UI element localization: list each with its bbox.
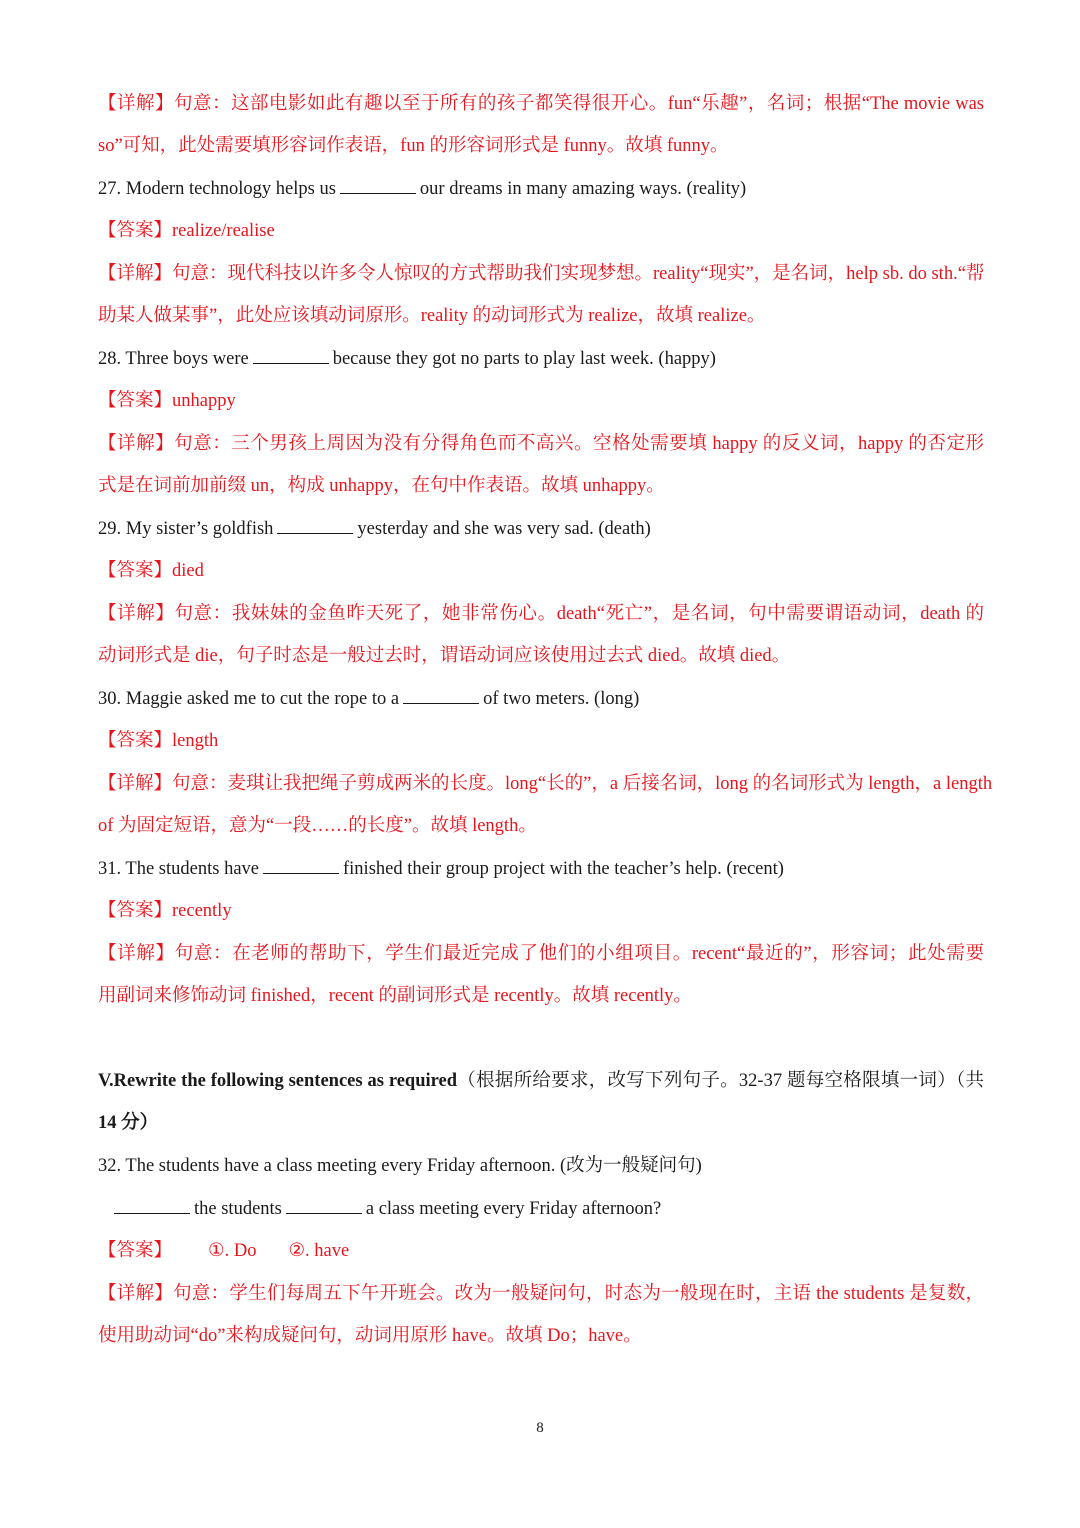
detail-27-line-1: 【详解】句意：现代科技以许多令人惊叹的方式帮助我们实现梦想。reality“现实”，是名词，help sb. do sth.“帮 xyxy=(98,264,985,284)
detail-26-line-1: 【详解】句意：这部电影如此有趣以至于所有的孩子都笑得很开心。fun“乐趣”，名词；根据“The movie was xyxy=(98,94,984,114)
answer-blank xyxy=(114,1197,190,1214)
section-title-line-2: 14 分） xyxy=(98,1113,159,1133)
answer-blank xyxy=(286,1197,362,1214)
detail-27-line-2: 助某人做某事”，此处应该填动词原形。reality 的动词形式为 realize，故填 realize。 xyxy=(98,306,766,326)
detail-32-line-1: 【详解】句意：学生们每周五下午开班会。改为一般疑问句，时态为一般现在时，主语 the students 是复数， xyxy=(98,1284,984,1304)
answer-29: 【答案】died xyxy=(98,561,204,581)
answer-27: 【答案】realize/realise xyxy=(98,221,275,241)
detail-30-line-2: of 为固定短语，意为“一段……的长度”。故填 length。 xyxy=(98,816,537,836)
page-number: 8 xyxy=(536,1420,544,1436)
detail-29-line-1: 【详解】句意：我妹妹的金鱼昨天死了，她非常伤心。death“死亡”，是名词，句中需要谓语动词，death 的 xyxy=(98,604,984,624)
detail-30-line-1: 【详解】句意：麦琪让我把绳子剪成两米的长度。long“长的”，a 后接名词，long 的名词形式为 length，a length xyxy=(98,774,993,794)
question-28: 28. Three boys were because they got no parts to play last week. (happy) xyxy=(98,349,716,369)
detail-31-line-1: 【详解】句意：在老师的帮助下，学生们最近完成了他们的小组项目。recent“最近的”，形容词；此处需要 xyxy=(98,944,984,964)
detail-28-line-2: 式是在词前加前缀 un，构成 unhappy，在句中作表语。故填 unhappy。 xyxy=(98,476,665,496)
question-32-fill: the students a class meeting every Friday afternoon? xyxy=(114,1196,1000,1222)
answer-blank xyxy=(403,687,479,704)
answer-blank xyxy=(277,517,353,534)
detail-26-line-2: so”可知，此处需要填形容词作表语，fun 的形容词形式是 funny。故填 funny。 xyxy=(98,136,729,156)
section-title-en: V.Rewrite the following sentences as required xyxy=(98,1071,458,1091)
question-27: 27. Modern technology helps us our dreams in many amazing ways. (reality) xyxy=(98,179,747,199)
answer-28: 【答案】unhappy xyxy=(98,391,236,411)
answer-30: 【答案】length xyxy=(98,731,219,751)
detail-31-line-2: 用副词来修饰动词 finished，recent 的副词形式是 recently。故填 recently。 xyxy=(98,986,692,1006)
detail-29-line-2: 动词形式是 die，句子时态是一般过去时，谓语动词应该使用过去式 died。故填 died。 xyxy=(98,646,791,666)
detail-32-line-2: 使用助动词“do”来构成疑问句，动词用原形 have。故填 Do；have。 xyxy=(98,1326,642,1346)
question-32: 32. The students have a class meeting every Friday afternoon. (改为一般疑问句) xyxy=(98,1156,702,1176)
section-title xyxy=(98,1068,984,1094)
answer-blank xyxy=(340,177,416,194)
answer-31: 【答案】recently xyxy=(98,901,232,921)
detail-28-line-1: 【详解】句意：三个男孩上周因为没有分得角色而不高兴。空格处需要填 happy 的反义词，happy 的否定形 xyxy=(98,434,984,454)
question-30: 30. Maggie asked me to cut the rope to a of two meters. (long) xyxy=(98,689,640,709)
question-29: 29. My sister’s goldfish yesterday and she was very sad. (death) xyxy=(98,519,651,539)
answer-blank xyxy=(253,347,329,364)
answer-32: 【答案】 ①. Do ②. have xyxy=(98,1241,350,1261)
answer-blank xyxy=(263,857,339,874)
question-31: 31. The students have finished their group project with the teacher’s help. (recent) xyxy=(98,859,784,879)
section-title-cn: （根据所给要求，改写下列句子。32-37 题每空格限填一词）（共 xyxy=(457,1071,984,1091)
